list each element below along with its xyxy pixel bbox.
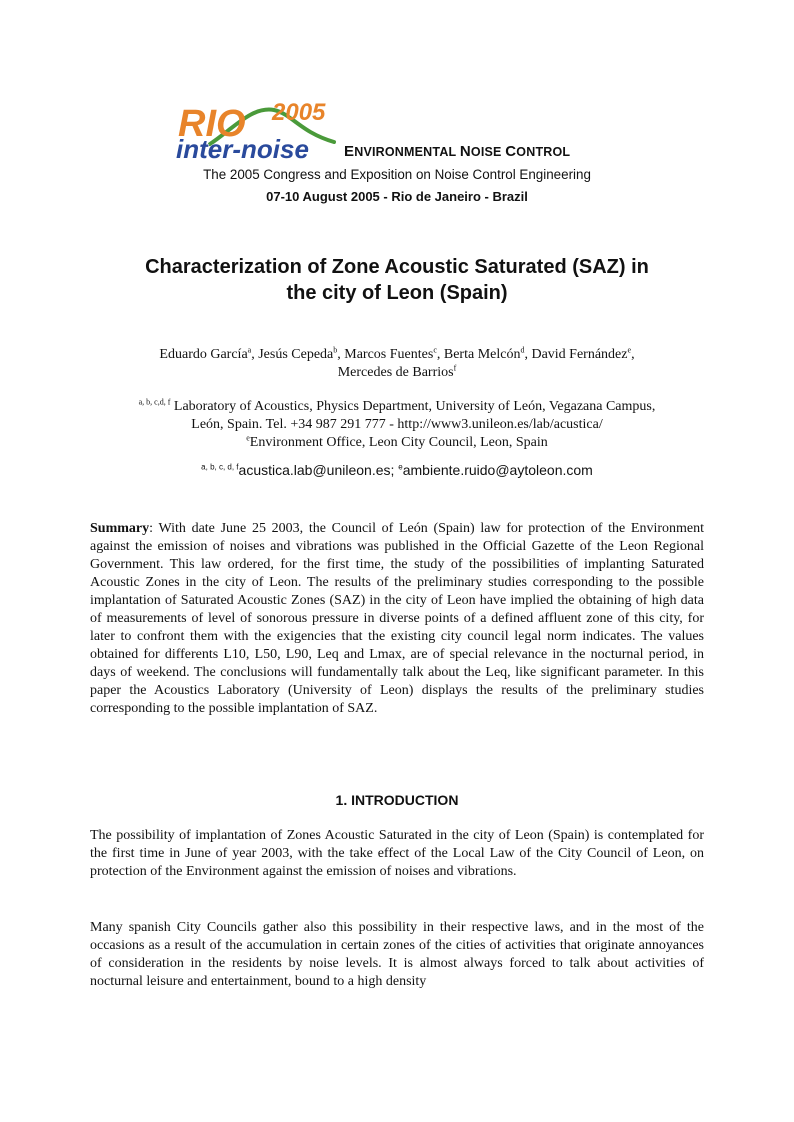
author: Eduardo García$^a$, bbox=[159, 345, 259, 362]
logo-graphic bbox=[174, 98, 340, 162]
congress-theme bbox=[344, 143, 570, 160]
logo-rio-text: RIO bbox=[178, 103, 246, 145]
contact-emails: $^{a, b, c, d, f}$acustica.lab@unileon.es; $^e$ambiente.ruido@aytoleon.com bbox=[201, 462, 593, 478]
summary-text: : With date June 25 2003, the Council of León (Spain) law for protection of the Environment against the emission of noises and vibrations was published in the Official Gazette of the Leon Regional Government. This law ordered, for the first time, the study of the possibilities of implanting Saturated Acoustic Zones in the city of Leon. The results of the preliminary studies corresponding to the possible implantation of Saturated Acoustic Zones (SAZ) in the city of Leon have implied the obtaining of high data of measurements of level of sonorous pressure in diverse points of a defined affluent zone of this city, for later to confront them with the exigencies that the existing city council legal norm indicates. The values obtained for differents L10, L50, L90, Leq and Lmax, are of special relevance in the nocturnal period, in days of weekend. The conclusions will fundamentally talk about the Leq, like significant parameter. In this paper the Acoustics Laboratory (University of Leon) displays the results of the preliminary studies corresponding to the possible implantation of SAZ. bbox=[90, 521, 704, 716]
theme-word-1: ENVIRONMENTAL bbox=[344, 143, 457, 160]
affiliations bbox=[80, 398, 714, 452]
logo-brand-text: inter-noise bbox=[176, 134, 309, 162]
paper-title bbox=[90, 254, 704, 306]
conference-logo bbox=[174, 98, 340, 162]
author: Marcos Fuentes$^c$, bbox=[344, 345, 444, 362]
introduction-paragraph-2: Many spanish City Councils gather also this possibility in their respective laws, and in the most of the occasions as a result of the accumulation in certain zones of the cities of activities that originate annoyances of consideration in the residents by noise levels. It is almost always forced to talk about activities of nocturnal leisure and entertainment, bound to a high density bbox=[90, 920, 704, 989]
summary-label: Summary bbox=[90, 521, 150, 536]
introduction-paragraph-1: The possibility of implantation of Zones Acoustic Saturated in the city of Leon (Spain) is contemplated for the first time in June of year 2003, with the take effect of the Local Law of the City Council of Leon, on protection of the Environment against the emission of noises and vibrations. bbox=[90, 828, 704, 879]
congress-subtitle: The 2005 Congress and Exposition on Noise Control Engineering bbox=[203, 167, 591, 182]
affiliation-lab: $^{a, b, c,d, f}$ Laboratory of Acoustics, Physics Department, University of León, Vegazana Campus, bbox=[138, 397, 656, 414]
email-lab-link[interactable]: acustica.lab@unileon.es; bbox=[238, 462, 395, 478]
section-heading-introduction: 1. INTRODUCTION bbox=[335, 792, 459, 808]
title-line-2: the city of Leon (Spain) bbox=[286, 282, 508, 304]
author: Mercedes de Barrios$^f$ bbox=[337, 363, 457, 380]
author-list bbox=[90, 346, 704, 382]
congress-date: 07-10 August 2005 - Rio de Janeiro - Brazil bbox=[266, 189, 528, 204]
affiliation-lab-contact: León, Spain. Tel. +34 987 291 777 - http://www3.unileon.es/lab/acustica/ bbox=[191, 417, 603, 432]
summary-paragraph bbox=[90, 520, 704, 718]
email-office-link[interactable]: ambiente.ruido@aytoleon.com bbox=[402, 462, 593, 478]
author: David Fernández$^e$, bbox=[531, 345, 635, 362]
title-line-1: Characterization of Zone Acoustic Saturated (SAZ) in bbox=[145, 256, 649, 278]
theme-word-3: CONTROL bbox=[505, 143, 571, 160]
affiliation-office: $^e$Environment Office, Leon City Council, Leon, Spain bbox=[246, 433, 548, 450]
author: Berta Melcón$^d$, bbox=[443, 345, 532, 362]
author: Jesús Cepeda$^b$, bbox=[258, 345, 345, 362]
logo-year-text: 2005 bbox=[272, 99, 326, 126]
theme-word-2: NOISE bbox=[459, 143, 502, 160]
